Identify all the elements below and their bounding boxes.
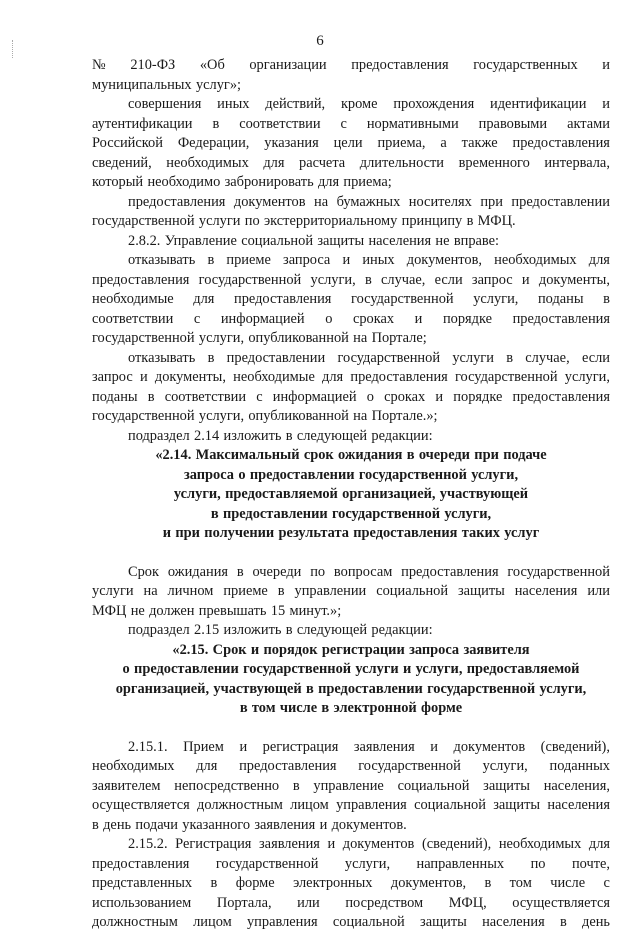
text-line: государственной услуги, опубликованной на Портале;: [92, 330, 427, 346]
text-line: 2.15.2. Регистрация заявления и документов (сведений), необходимых для: [128, 836, 610, 852]
section-heading-line: и при получении результата предоставления таких услуг: [162, 525, 540, 541]
text-line: предоставления государственной услуги, в случае, если запрос и документы,: [92, 271, 610, 288]
text-line: предоставления государственной услуги, направленных по почте,: [92, 855, 610, 872]
text-line: подраздел 2.15 изложить в следующей редакции:: [128, 622, 433, 638]
text-line: аутентификации в соответствии с нормативными правовыми актами: [92, 115, 610, 132]
text-line: Срок ожидания в очереди по вопросам предоставления государственной: [128, 563, 610, 580]
text-line: отказывать в предоставлении государственной услуги в случае, если: [128, 349, 610, 366]
section-heading-line: «2.15. Срок и порядок регистрации запроса заявителя: [172, 641, 530, 658]
text-line: отказывать в приеме запроса и иных документов, необходимых для: [128, 252, 610, 268]
text-line: должностным лицом управления социальной защиты населения в день: [92, 914, 610, 930]
section-heading-line: услуги, предоставляемой организацией, участвующей: [173, 486, 529, 502]
section-heading-line: в предоставлении государственной услуги,: [210, 505, 492, 522]
text-line: необходимые для предоставления государственной услуги, поданы в: [92, 291, 610, 307]
text-line: государственной услуги, опубликованной на Портале.»;: [92, 408, 438, 424]
section-heading-line: запроса о предоставлении государственной услуги,: [183, 466, 519, 483]
text-line: осуществляется должностным лицом управления социальной защиты населения: [92, 797, 610, 813]
text-line: МФЦ не должен превышать 15 минут.»;: [92, 602, 342, 619]
document-body: [92, 56, 610, 933]
text-line: 2.8.2. Управление социальной защиты населения не вправе:: [128, 232, 500, 249]
text-line: сведений, необходимых для расчета длительности временного интервала,: [92, 154, 610, 171]
text-line: 2.15.1. Прием и регистрация заявления и документов (сведений),: [128, 738, 610, 755]
text-line: использованием Портала, или посредством МФЦ, осуществляется: [92, 894, 610, 911]
section-heading-line: в том числе в электронной форме: [239, 700, 463, 716]
text-line: предоставления документов на бумажных носителях при предоставлении: [128, 193, 610, 210]
section-heading-line: о предоставлении государственной услуги и услуги, предоставляемой: [122, 661, 580, 677]
text-line: необходимых для предоставления государственной услуги, поданных: [92, 758, 610, 774]
text-line: № 210-ФЗ «Об организации предоставления государственных и: [92, 57, 610, 73]
paragraph-gap: [92, 719, 610, 738]
text-line: представленных в форме электронных документов, в том числе с: [92, 875, 610, 891]
section-heading-line: организацией, участвующей в предоставлении государственной услуги,: [115, 680, 587, 697]
text-line: в день подачи указанного заявления и документов.: [92, 816, 407, 833]
text-line: поданы в соответствии с информацией о сроках и порядке предоставления: [92, 388, 610, 405]
text-line: заявителем непосредственно в управление социальной защиты населения,: [92, 777, 610, 794]
text-line: совершения иных действий, кроме прохождения идентификации и: [128, 96, 610, 112]
text-line: соответствии с информацией о сроках и порядке предоставления: [92, 310, 610, 327]
text-line: муниципальных услуг»;: [92, 76, 242, 93]
text-line: подраздел 2.14 изложить в следующей редакции:: [128, 427, 433, 444]
section-heading-line: «2.14. Максимальный срок ожидания в очереди при подаче: [155, 447, 547, 463]
text-line: Российской Федерации, указания цели приема, а также предоставления: [92, 135, 610, 151]
page-number: 6: [316, 33, 324, 49]
text-line: который необходимо забронировать для приема;: [92, 174, 392, 190]
paragraph-gap: [92, 544, 610, 563]
text-line: государственной услуги по экстерриториальному принципу в МФЦ.: [92, 213, 516, 229]
text-line: услуги на личном приеме в управлении социальной защиты населения или: [92, 583, 610, 599]
text-line: запрос и документы, необходимые для предоставления государственной услуги,: [92, 369, 610, 385]
